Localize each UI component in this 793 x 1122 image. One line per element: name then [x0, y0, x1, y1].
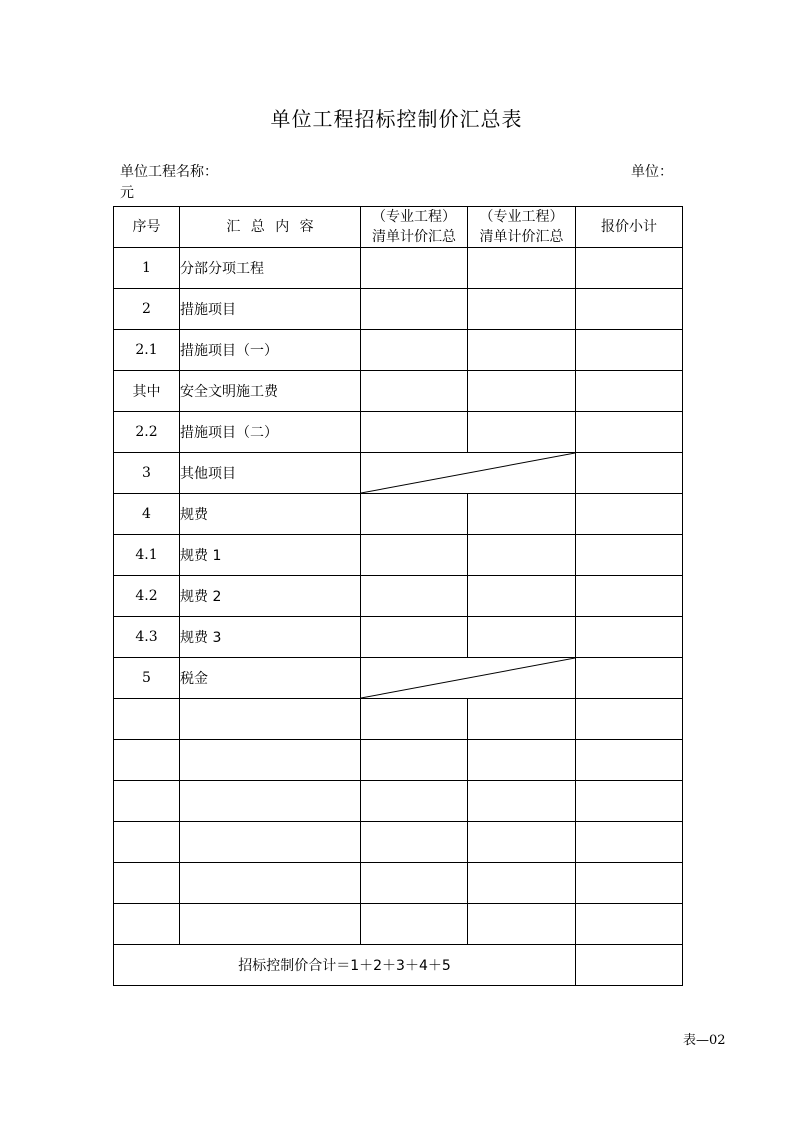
cell-specialty-1[interactable] [361, 617, 468, 658]
header-specialty-1 [361, 207, 468, 248]
cell-specialty-1[interactable] [361, 289, 468, 330]
cell-specialty-1[interactable] [361, 535, 468, 576]
cell-specialty-1[interactable] [361, 412, 468, 453]
cell-subtotal[interactable] [576, 453, 683, 494]
row-no: 1 [114, 248, 180, 289]
unit-value: 元 [120, 185, 134, 201]
cell-subtotal[interactable] [576, 494, 683, 535]
diagonal-slash-cell [361, 453, 576, 494]
row-no: 5 [114, 658, 180, 699]
cell-subtotal[interactable] [576, 535, 683, 576]
row-content: 其他项目 [180, 453, 361, 494]
table-row [114, 535, 683, 576]
row-no: 2.1 [114, 330, 180, 371]
total-subtotal-cell[interactable] [576, 945, 683, 986]
cell-specialty-1[interactable] [361, 494, 468, 535]
empty-cell[interactable] [180, 699, 361, 740]
table-row [114, 289, 683, 330]
empty-cell[interactable] [114, 699, 180, 740]
empty-row [114, 781, 683, 822]
cell-specialty-2[interactable] [468, 494, 576, 535]
empty-cell[interactable] [114, 822, 180, 863]
table-row [114, 494, 683, 535]
empty-cell[interactable] [576, 863, 683, 904]
project-name-label: 单位工程名称： [120, 164, 218, 180]
row-no: 其中 [114, 371, 180, 412]
table-row [114, 412, 683, 453]
row-no: 4.2 [114, 576, 180, 617]
empty-row [114, 822, 683, 863]
cell-specialty-2[interactable] [468, 412, 576, 453]
cell-subtotal[interactable] [576, 371, 683, 412]
empty-cell[interactable] [114, 863, 180, 904]
cell-subtotal[interactable] [576, 658, 683, 699]
row-content: 规费 3 [180, 617, 361, 658]
table-row [114, 453, 683, 494]
cell-specialty-1[interactable] [361, 248, 468, 289]
cell-subtotal[interactable] [576, 617, 683, 658]
diagonal-slash-cell [361, 658, 576, 699]
empty-cell[interactable] [468, 699, 576, 740]
row-no: 2 [114, 289, 180, 330]
row-no: 2.2 [114, 412, 180, 453]
empty-cell[interactable] [576, 740, 683, 781]
row-no: 3 [114, 453, 180, 494]
table-row [114, 248, 683, 289]
table-row [114, 371, 683, 412]
header-content: 汇 总 内 容 [180, 207, 361, 248]
empty-row [114, 699, 683, 740]
empty-cell[interactable] [180, 740, 361, 781]
cell-specialty-2[interactable] [468, 371, 576, 412]
table-row [114, 576, 683, 617]
empty-cell[interactable] [576, 822, 683, 863]
empty-cell[interactable] [576, 781, 683, 822]
empty-cell[interactable] [114, 740, 180, 781]
diagonal-line [361, 453, 575, 493]
cell-subtotal[interactable] [576, 412, 683, 453]
cell-specialty-1[interactable] [361, 371, 468, 412]
header-specialty-2-line1: （专业工程） [479, 209, 564, 225]
row-content: 安全文明施工费 [180, 371, 361, 412]
cell-specialty-2[interactable] [468, 248, 576, 289]
row-content: 分部分项工程 [180, 248, 361, 289]
header-subtotal: 报价小计 [576, 207, 683, 248]
row-content: 措施项目 [180, 289, 361, 330]
cell-specialty-2[interactable] [468, 289, 576, 330]
cell-subtotal[interactable] [576, 289, 683, 330]
empty-cell[interactable] [576, 904, 683, 945]
row-no: 4.3 [114, 617, 180, 658]
empty-cell[interactable] [576, 699, 683, 740]
empty-cell[interactable] [361, 740, 468, 781]
empty-row [114, 740, 683, 781]
cell-subtotal[interactable] [576, 248, 683, 289]
header-specialty-2-line2: 清单计价汇总 [479, 229, 564, 245]
cell-specialty-2[interactable] [468, 617, 576, 658]
page-title: 单位工程招标控制价汇总表 [270, 107, 523, 131]
form-number: 表—02 [683, 1033, 726, 1048]
table-row [114, 658, 683, 699]
cell-specialty-2[interactable] [468, 576, 576, 617]
empty-row [114, 863, 683, 904]
empty-cell[interactable] [361, 904, 468, 945]
row-no: 4.1 [114, 535, 180, 576]
row-no: 4 [114, 494, 180, 535]
unit-label: 单位： [631, 164, 673, 180]
cell-subtotal[interactable] [576, 576, 683, 617]
empty-cell[interactable] [361, 863, 468, 904]
row-content: 规费 2 [180, 576, 361, 617]
table-row [114, 330, 683, 371]
header-specialty-1-line1: （专业工程） [372, 209, 456, 225]
empty-cell[interactable] [180, 822, 361, 863]
empty-cell[interactable] [114, 904, 180, 945]
row-content: 规费 1 [180, 535, 361, 576]
total-row [114, 945, 683, 986]
row-content: 措施项目（一） [180, 330, 361, 371]
table-row [114, 617, 683, 658]
row-content: 税金 [180, 658, 361, 699]
empty-cell[interactable] [468, 781, 576, 822]
header-no: 序号 [114, 207, 180, 248]
empty-cell[interactable] [468, 904, 576, 945]
row-content: 规费 [180, 494, 361, 535]
total-label: 招标控制价合计＝1＋2＋3＋4＋5 [114, 945, 576, 986]
row-content: 措施项目（二） [180, 412, 361, 453]
cell-subtotal[interactable] [576, 330, 683, 371]
empty-row [114, 904, 683, 945]
empty-cell[interactable] [180, 904, 361, 945]
empty-cell[interactable] [180, 863, 361, 904]
header-specialty-2 [468, 207, 576, 248]
cell-specialty-2[interactable] [468, 535, 576, 576]
empty-cell[interactable] [361, 699, 468, 740]
empty-cell[interactable] [468, 863, 576, 904]
summary-table [113, 206, 683, 986]
header-specialty-1-line2: 清单计价汇总 [372, 229, 456, 245]
empty-cell[interactable] [468, 822, 576, 863]
empty-cell[interactable] [361, 822, 468, 863]
empty-cell[interactable] [361, 781, 468, 822]
cell-specialty-2[interactable] [468, 330, 576, 371]
cell-specialty-1[interactable] [361, 576, 468, 617]
table-header-row [114, 207, 683, 248]
cell-specialty-1[interactable] [361, 330, 468, 371]
empty-cell[interactable] [468, 740, 576, 781]
empty-cell[interactable] [114, 781, 180, 822]
diagonal-line [361, 658, 575, 698]
empty-cell[interactable] [180, 781, 361, 822]
